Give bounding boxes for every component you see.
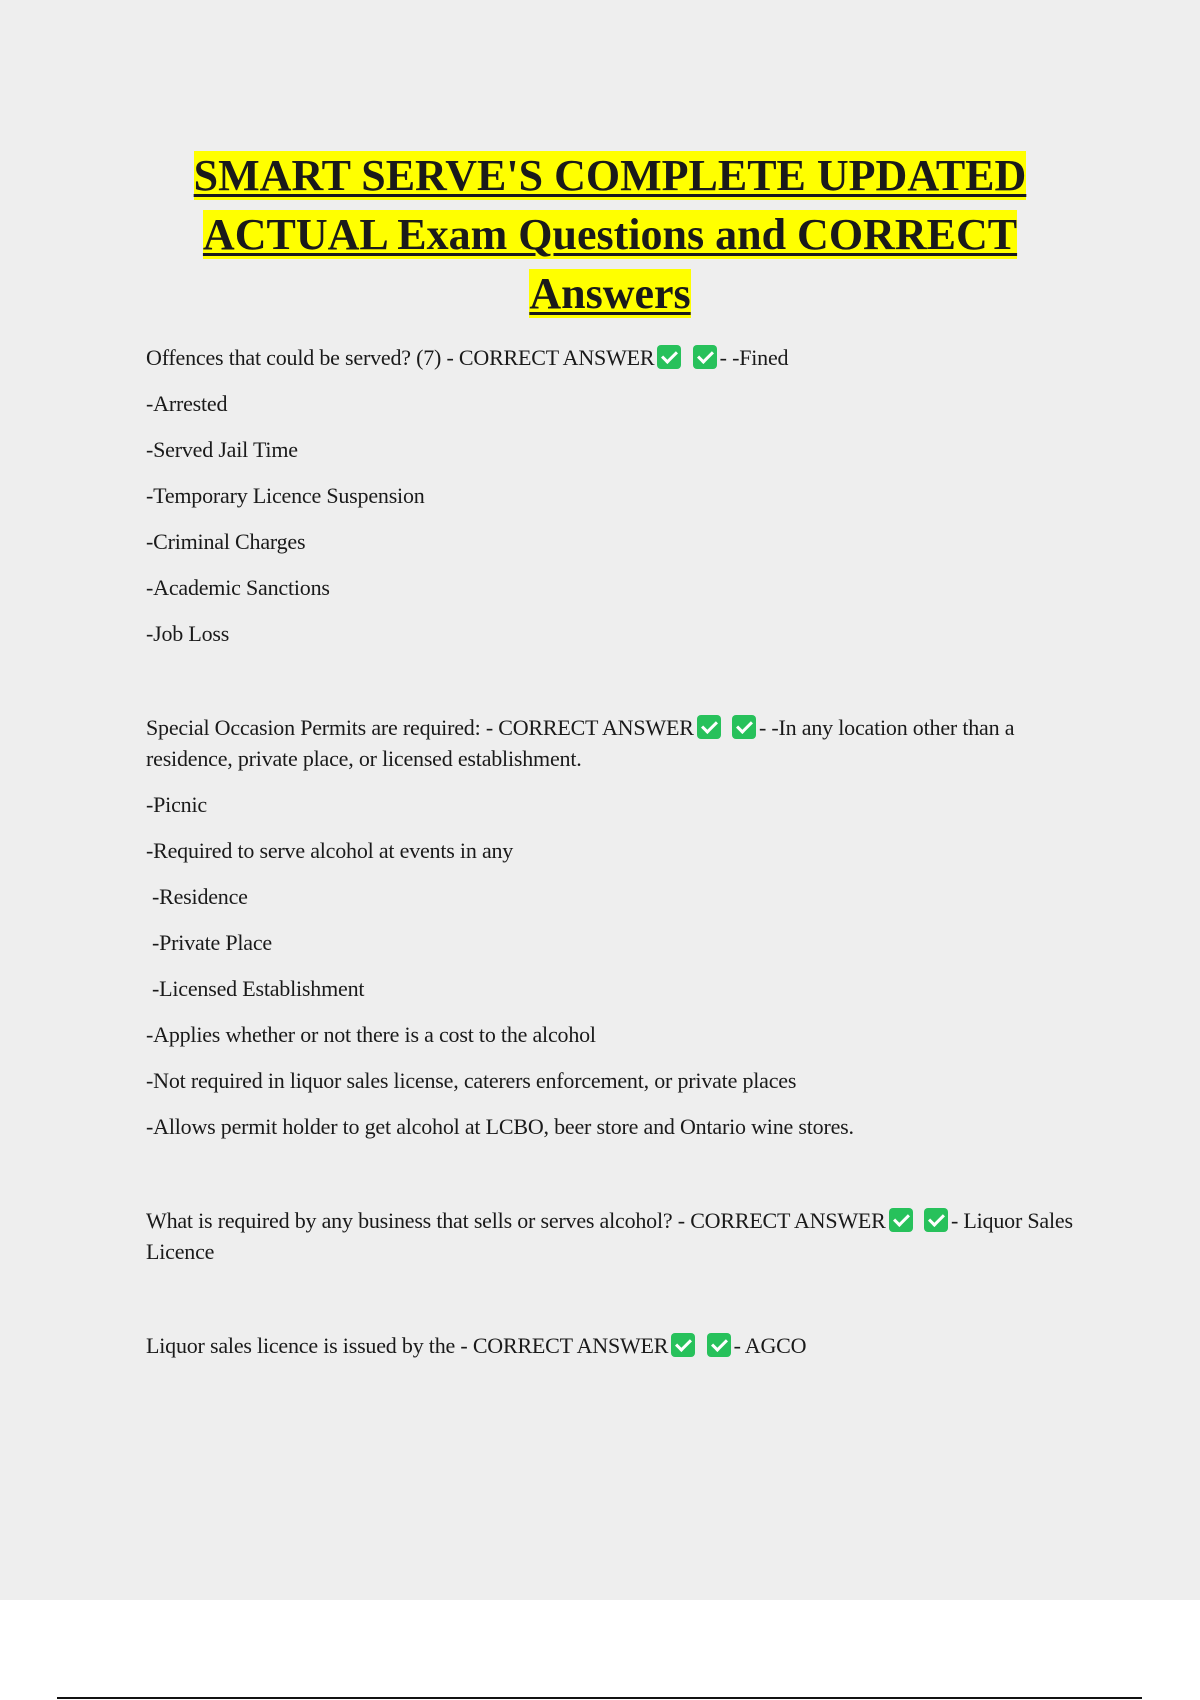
answer-label: - CORRECT ANSWER [485, 715, 694, 740]
document-body [146, 342, 1076, 1376]
answer-text: - AGCO [733, 1333, 807, 1358]
answer-subitem: -Residence [152, 884, 248, 909]
answer-item: -Required to serve alcohol at events in any [146, 838, 514, 863]
answer-item: -Applies whether or not there is a cost to the alcohol [146, 1022, 596, 1047]
answer-item: -Job Loss [146, 621, 230, 646]
check-mark-icon [657, 345, 681, 369]
question-block [146, 1205, 1076, 1267]
question-text: What is required by any business that sells or serves alcohol? [146, 1208, 673, 1233]
question-text: Liquor sales licence is issued by the [146, 1333, 456, 1358]
question-line [146, 712, 1076, 774]
check-mark-icon [889, 1208, 913, 1232]
question-line [146, 1330, 1076, 1361]
document-title [140, 146, 1080, 323]
answer-item: -Picnic [146, 792, 207, 817]
check-mark-icon [693, 345, 717, 369]
check-mark-icon [924, 1208, 948, 1232]
check-mark-icon [732, 715, 756, 739]
answer-text: - Liquor Sales Licence [146, 1208, 1073, 1264]
question-text: Offences that could be served? (7) [146, 345, 442, 370]
answer-item: -Not required in liquor sales license, caterers enforcement, or private places [146, 1068, 797, 1093]
answer-label: - CORRECT ANSWER [446, 345, 655, 370]
answer-subitem: -Licensed Establishment [152, 976, 365, 1001]
answer-item: -Served Jail Time [146, 437, 298, 462]
question-block [146, 1330, 1076, 1361]
answer-text: - -In any location other than a residence, private place, or licensed establishment. [146, 715, 1015, 771]
title-highlight: SMART SERVE'S COMPLETE UPDATED ACTUAL Exam Questions and CORRECT Answers [193, 151, 1027, 318]
answer-subitem: -Private Place [152, 930, 272, 955]
question-line [146, 1205, 1076, 1267]
answer-text: - -Fined [719, 345, 789, 370]
answer-item: -Academic Sanctions [146, 575, 330, 600]
question-block [146, 712, 1076, 1142]
check-mark-icon [707, 1333, 731, 1357]
question-block [146, 342, 1076, 649]
check-mark-icon [671, 1333, 695, 1357]
answer-item: -Criminal Charges [146, 529, 306, 554]
check-mark-icon [697, 715, 721, 739]
answer-label: - CORRECT ANSWER [677, 1208, 886, 1233]
next-page-top-rule [57, 1697, 1142, 1699]
spacer [146, 1157, 1076, 1205]
answer-item: -Temporary Licence Suspension [146, 483, 425, 508]
question-text: Special Occasion Permits are required: [146, 715, 481, 740]
spacer [146, 1282, 1076, 1330]
spacer [146, 664, 1076, 712]
question-line [146, 342, 1076, 373]
answer-label: - CORRECT ANSWER [460, 1333, 669, 1358]
answer-item: -Arrested [146, 391, 228, 416]
answer-item: -Allows permit holder to get alcohol at LCBO, beer store and Ontario wine stores. [146, 1114, 854, 1139]
